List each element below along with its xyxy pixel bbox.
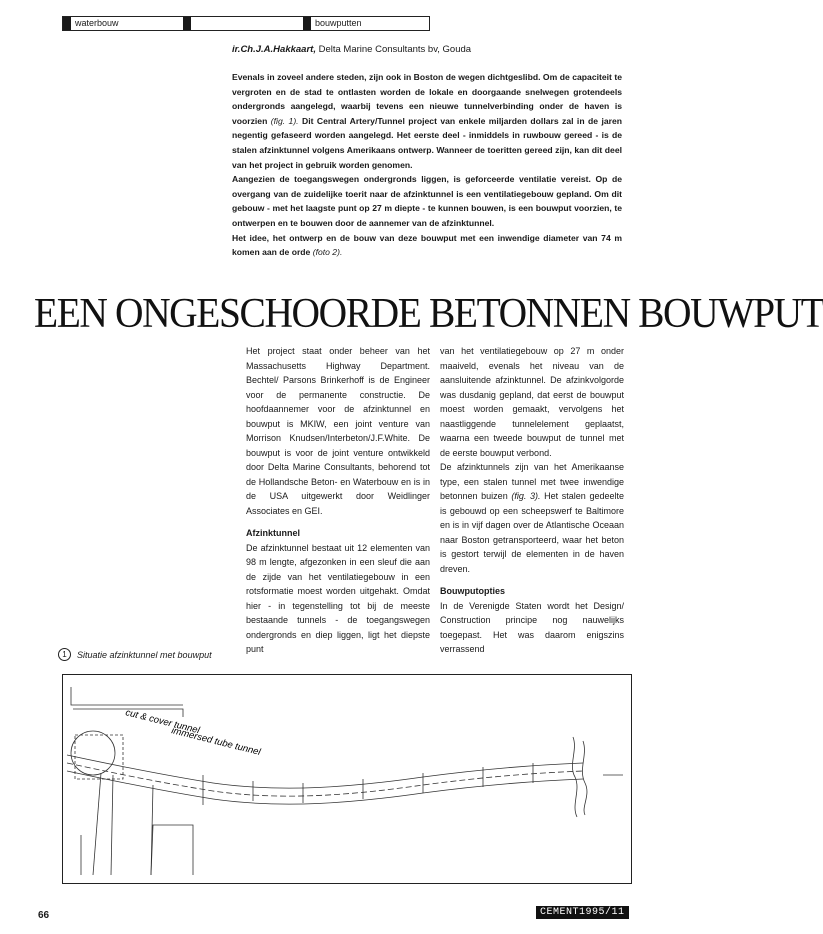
body-paragraph: De afzinktunnel bestaat uit 12 elementen van 98 m lengte, afgezonken in een sleuf die aan de zijde van het ventilatiegebouw in een rotsformatie moest worden uitgehakt. Omdat hier - in tegenstelling tot bij de meeste bestaande tunnels - de toegangswegen ondergronds en diep liggen, ligt het diepste punt [246,542,430,654]
journal-issue: CEMENT1995/11 [536,906,629,919]
author-name: ir.Ch.J.A.Hakkaart, [232,44,316,55]
figure-reference: (fig. 1). [270,115,299,126]
article-headline: EEN ONGESCHOORDE BETONNEN BOUWPUT [34,291,823,337]
section-header-bar [62,16,430,31]
section-heading: Afzinktunnel [246,528,300,538]
site-plan-figure [62,674,632,884]
body-paragraph [440,460,624,576]
site-plan-drawing [63,675,631,883]
lead-text: Dit Central Artery/Tunnel project van enkele miljarden dollars zal in de jaren negentig gefaseerd worden aangelegd. Het eerste deel - inmiddels in ruwbouw gereed - is de stalen afzinktunnel volgens Amerikaans ontwerp. Wanneer de toeritten gereed zijn, kan dit deel van het project in gebruik worden genomen. [232,115,623,170]
header-block [63,17,71,30]
author-line [232,44,471,55]
section-heading: Bouwputopties [440,586,505,596]
body-column-left [246,344,430,657]
body-text: De afzinktunnels zijn van het Amerikaanse type, een stalen tunnel met twee inwendige betonnen buizen [440,462,624,501]
header-segment-middle [183,17,303,30]
caption-number: 1 [58,648,71,661]
header-block [303,17,311,30]
header-segment-bouwputten [303,17,427,30]
lead-paragraphs [232,70,622,260]
figure-reference: (fig. 3). [511,491,541,501]
body-paragraph: In de Verenigde Staten wordt het Design/ Construction principe nog nauwelijks toegepast. Het was daarom enigszins verrassend [440,600,624,654]
header-label-bouwputten: bouwputten [315,18,362,28]
lead-text: Aangezien de toegangswegen ondergronds liggen, is geforceerde ventilatie vereist. Op de overgang van de zuidelijke toerit naar de afzinktunnel is een ventilatiegebouw gepland. Om dit gebouw - met het laagste punt op 27 m diepte - te kunnen bouwen, is een bouwput voorzien, te ontwerpen en te bouwen door de aannemer van de afzinktunnel. [232,174,622,228]
label-cut-cover-tunnel: cut & cover tunnel [124,707,201,737]
lead-text: Het idee, het ontwerp en de bouw van deze bouwput met een inwendige diameter van 74 m komen aan de orde [232,232,622,258]
body-column-right [440,344,624,657]
header-label-waterbouw: waterbouw [75,18,119,28]
body-paragraph: Het project staat onder beheer van het Massachusetts Highway Department. Bechtel/ Parsons Brinkerhoff is de Engineer voor de permanente constructie. De hoofdaannemer voor de afzinktunnel en bouwput is MKIW, een joint venture van Morrison Knudsen/Interbeton/J.F.White. De bouwput is voor de joint venture ontwikkeld door Delta Marine Consultants, behorend tot de Hollandsche Beton- en Waterbouw en is in de USA uitgewerkt door Weidlinger Associates en GEI. [246,346,430,516]
label-immersed-tube-tunnel: immersed tube tunnel [170,725,262,759]
author-affiliation: Delta Marine Consultants bv, Gouda [318,44,472,55]
caption-text: Situatie afzinktunnel met bouwput [77,649,212,660]
header-block [183,17,191,30]
body-paragraph: van het ventilatiegebouw op 27 m onder maaiveld, evenals het niveau van de aansluitende afzinktunnel. De afzinkvolgorde was dusdanig gepland, dat eerst de bouwput moest worden gemaakt, vervolgens het naastliggende tunnelelement geplaatst, waarna een tweede bouwput de tunnel met de eerste bouwput verbond. [440,346,624,458]
figure-caption [58,648,212,661]
page-number: 66 [38,910,50,921]
body-text: Het stalen gedeelte is gebouwd op een scheepswerf te Baltimore en is in vijf dagen over de Atlantische Oceaan naar Boston getransporteerd, waar het beton is gestort terwijl de elementen in de haven dreven. [440,491,624,574]
header-segment-waterbouw [63,17,183,30]
header-label-middle [191,17,195,30]
lead-text: Evenals in zoveel andere steden, zijn ook in Boston de wegen dichtgeslibd. Om de capaciteit te vergroten en de stad te ontlasten worden de lokale en doorgaande snelwegen grotendeels ondergronds aangelegd, waarbij tevens een nieuwe tunnelverbinding onder de haven is voorzien [232,72,622,126]
photo-reference: (foto 2). [312,247,343,258]
